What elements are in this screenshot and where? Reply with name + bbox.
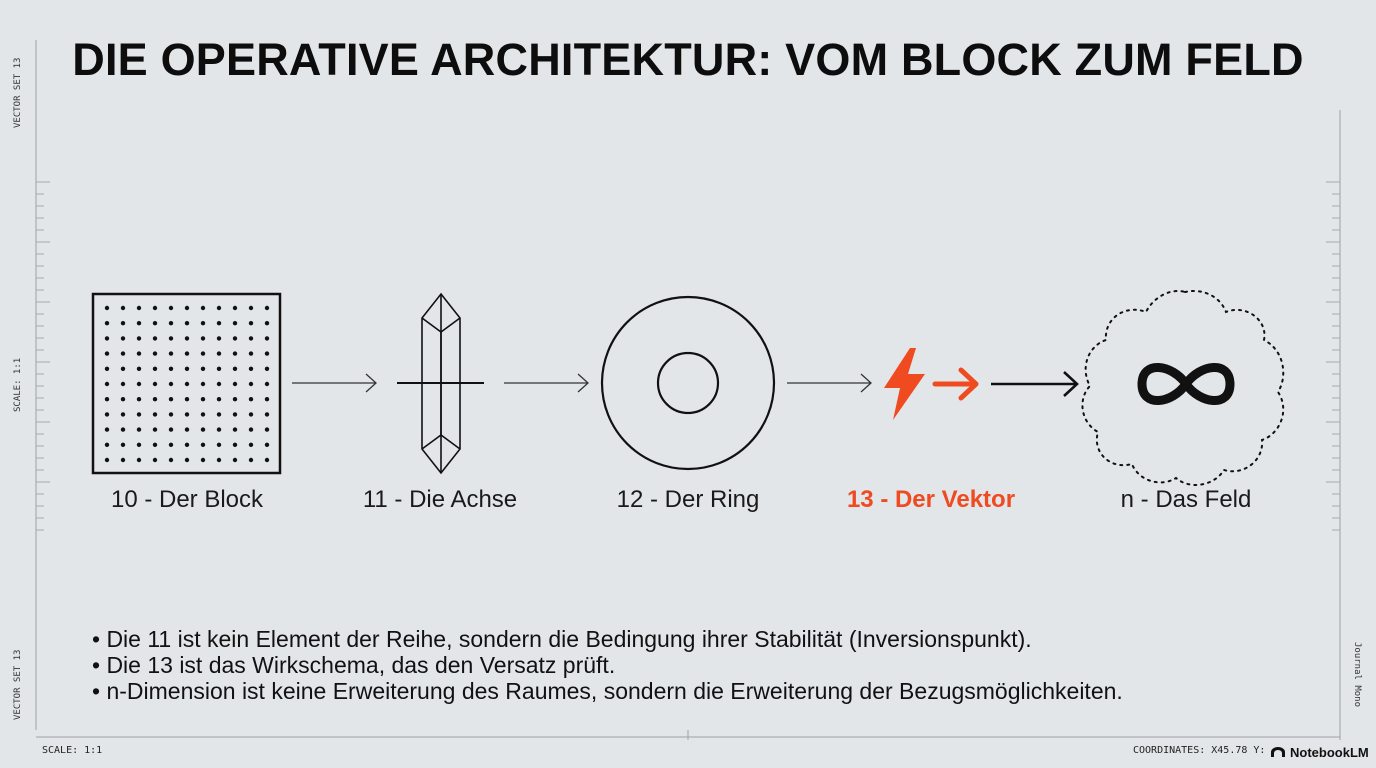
infinity-cloud-icon [1082,291,1283,485]
grid-dot [153,382,157,386]
grid-dot [265,382,269,386]
grid-dot [137,367,141,371]
grid-dot [169,458,173,462]
grid-dot [265,351,269,355]
grid-dot [217,427,221,431]
grid-dot [233,458,237,462]
grid-dot [185,351,189,355]
grid-dot [185,336,189,340]
grid-dot [105,412,109,416]
notebooklm-label: NotebookLM [1290,744,1369,760]
grid-dot [105,382,109,386]
grid-dot [153,412,157,416]
connector-arrow-3 [787,374,871,392]
bullet-item: • Die 13 ist das Wirkschema, das den Versatz prüft. [92,652,616,678]
dot-grid-square-icon [93,294,280,473]
grid-dot [217,382,221,386]
notebooklm-logo-icon [1270,746,1286,758]
grid-dot [249,427,253,431]
grid-dot [217,443,221,447]
grid-dot [105,443,109,447]
grid-dot [185,321,189,325]
grid-dot [121,427,125,431]
grid-dot [217,458,221,462]
grid-dot [217,367,221,371]
grid-dot [249,336,253,340]
grid-dot [217,397,221,401]
side-label-right: Journal Mono [1352,642,1362,708]
grid-dot [153,367,157,371]
grid-dot [105,321,109,325]
grid-dot [169,382,173,386]
grid-dot [265,397,269,401]
grid-dot [137,427,141,431]
grid-dot [265,336,269,340]
grid-dot [137,397,141,401]
grid-dot [105,336,109,340]
grid-dot [169,427,173,431]
grid-dot [153,397,157,401]
grid-dot [121,412,125,416]
connector-arrow-4 [991,372,1077,396]
grid-dot [137,351,141,355]
grid-dot [201,427,205,431]
bullet-item: • Die 11 ist kein Element der Reihe, sondern die Bedingung ihrer Stabilität (Inversionspunkt). [92,626,1032,652]
grid-dot [201,306,205,310]
grid-dot [201,412,205,416]
grid-dot [249,443,253,447]
page-title: DIE OPERATIVE ARCHITEKTUR: VOM BLOCK ZUM FELD [72,34,1304,85]
grid-dot [153,427,157,431]
grid-dot [121,306,125,310]
connector-arrow-2 [504,374,588,392]
grid-dot [185,458,189,462]
grid-dot [233,412,237,416]
grid-dot [153,458,157,462]
crystal-axis-icon [397,294,484,473]
bullet-item: • n-Dimension ist keine Erweiterung des Raumes, sondern die Erweiterung der Bezugsmöglichkeiten. [92,678,1123,704]
grid-dot [153,306,157,310]
grid-dot [169,397,173,401]
footer-coordinates: COORDINATES: X45.78 Y: [1133,745,1266,756]
grid-dot [217,336,221,340]
grid-dot [137,443,141,447]
side-label-bottom: VECTOR SET 13 [13,649,23,720]
grid-dot [169,443,173,447]
grid-dot [265,427,269,431]
grid-dot [153,443,157,447]
grid-dot [105,306,109,310]
grid-dot [249,458,253,462]
grid-dot [121,321,125,325]
stage-label-achse: 11 - Die Achse [362,486,518,513]
grid-dot [105,458,109,462]
grid-dot [233,367,237,371]
grid-dot [185,443,189,447]
grid-dot [201,367,205,371]
grid-dot [217,412,221,416]
grid-dot [201,458,205,462]
grid-dot [185,382,189,386]
lightning-arrow-icon [884,348,976,420]
grid-dot [233,382,237,386]
bullet-notes [92,626,1123,704]
grid-dot [233,306,237,310]
grid-dot [121,443,125,447]
grid-dot [185,412,189,416]
grid-dot [185,427,189,431]
grid-dot [121,367,125,371]
grid-dot [105,397,109,401]
grid-dot [137,336,141,340]
grid-dot [185,306,189,310]
grid-dot [169,306,173,310]
notebooklm-badge[interactable] [1268,742,1375,762]
side-label-top: VECTOR SET 13 [13,57,23,128]
grid-dot [169,351,173,355]
grid-dot [233,321,237,325]
grid-dot [233,427,237,431]
stage-label-vektor: 13 - Der Vektor [846,486,1016,513]
grid-dot [233,397,237,401]
grid-dot [233,336,237,340]
grid-dot [201,382,205,386]
grid-dot [265,412,269,416]
grid-dot [105,427,109,431]
grid-dot [233,443,237,447]
grid-dot [105,367,109,371]
grid-dot [153,321,157,325]
grid-dot [249,397,253,401]
ring-icon [602,297,774,469]
grid-dot [249,382,253,386]
grid-dot [185,397,189,401]
grid-dot [265,443,269,447]
stage-label-block: 10 - Der Block [110,486,264,513]
grid-dot [121,336,125,340]
grid-dot [217,321,221,325]
grid-dot [217,351,221,355]
grid-dot [153,336,157,340]
grid-dot [121,382,125,386]
grid-dot [121,397,125,401]
grid-dot [249,412,253,416]
grid-dot [169,367,173,371]
grid-dot [105,351,109,355]
grid-dot [201,397,205,401]
connector-arrow-1 [292,374,376,392]
grid-dot [249,306,253,310]
grid-dot [169,336,173,340]
side-label-scale: SCALE: 1:1 [13,357,23,412]
grid-dot [249,351,253,355]
grid-dot [137,306,141,310]
grid-dot [201,336,205,340]
grid-dot [121,351,125,355]
grid-dot [137,412,141,416]
grid-dot [169,321,173,325]
grid-dot [265,458,269,462]
grid-dot [185,367,189,371]
grid-dot [201,443,205,447]
grid-dot [137,382,141,386]
stage-label-ring: 12 - Der Ring [616,486,760,513]
footer-scale: SCALE: 1:1 [42,745,103,756]
grid-dot [233,351,237,355]
grid-dot [137,321,141,325]
grid-dot [137,458,141,462]
grid-dot [201,321,205,325]
grid-dot [265,321,269,325]
grid-dot [201,351,205,355]
grid-dot [249,321,253,325]
grid-dot [169,412,173,416]
stage-label-feld: n - Das Feld [1120,486,1252,513]
grid-dot [265,306,269,310]
grid-dot [217,306,221,310]
grid-dot [153,351,157,355]
grid-dot [265,367,269,371]
grid-dot [121,458,125,462]
grid-dot [249,367,253,371]
